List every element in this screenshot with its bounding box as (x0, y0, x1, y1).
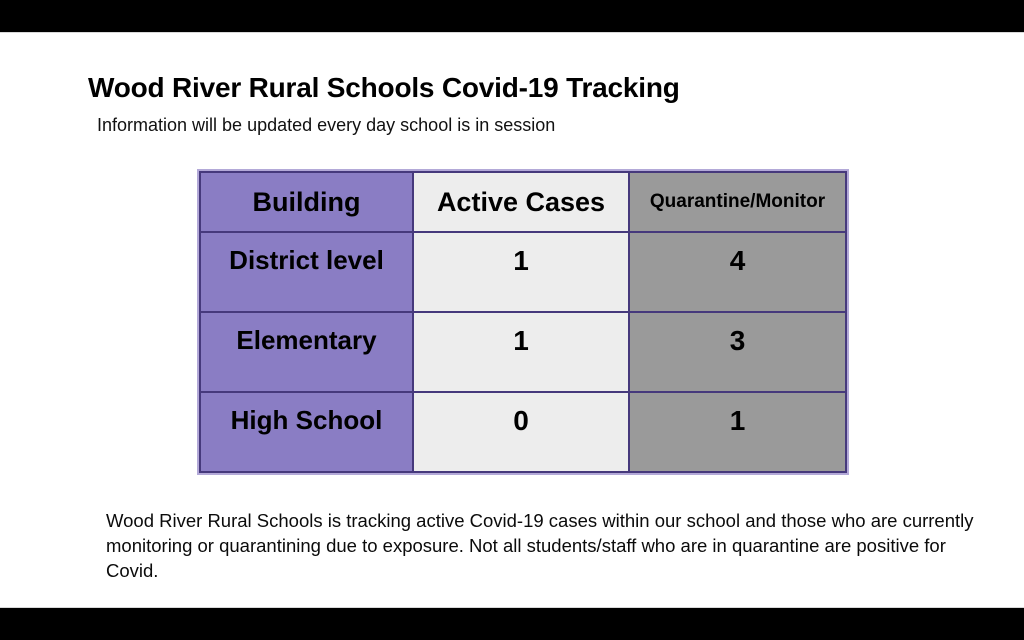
table-row-elementary (200, 312, 846, 392)
page-title: Wood River Rural Schools Covid-19 Tracking (88, 72, 680, 103)
cell-quarantine-monitor: 3 (629, 312, 846, 392)
table-row-district-level (200, 232, 846, 312)
top-letterbox-bar (0, 0, 1024, 33)
cell-building: High School (200, 392, 413, 472)
cell-quarantine-monitor: 4 (629, 232, 846, 312)
cell-building: Elementary (200, 312, 413, 392)
tracking-description-text: Wood River Rural Schools is tracking active Covid-19 cases within our school and those who are currently monitoring or quarantining due to exposure. Not all students/staff who are in quarantine are positive for Covid. (106, 510, 974, 581)
covid-tracking-table (199, 171, 847, 473)
cell-active-cases: 1 (413, 232, 629, 312)
page-subtitle: Information will be updated every day school is in session (97, 115, 556, 135)
header-building: Building (200, 172, 413, 232)
cell-building: District level (200, 232, 413, 312)
header-quarantine-monitor: Quarantine/Monitor (629, 172, 846, 232)
header-active-cases: Active Cases (413, 172, 629, 232)
bottom-letterbox-bar (0, 607, 1024, 640)
cell-quarantine-monitor: 1 (629, 392, 846, 472)
table-row-high-school (200, 392, 846, 472)
cell-active-cases: 0 (413, 392, 629, 472)
cell-active-cases: 1 (413, 312, 629, 392)
table-header-row (200, 172, 846, 232)
